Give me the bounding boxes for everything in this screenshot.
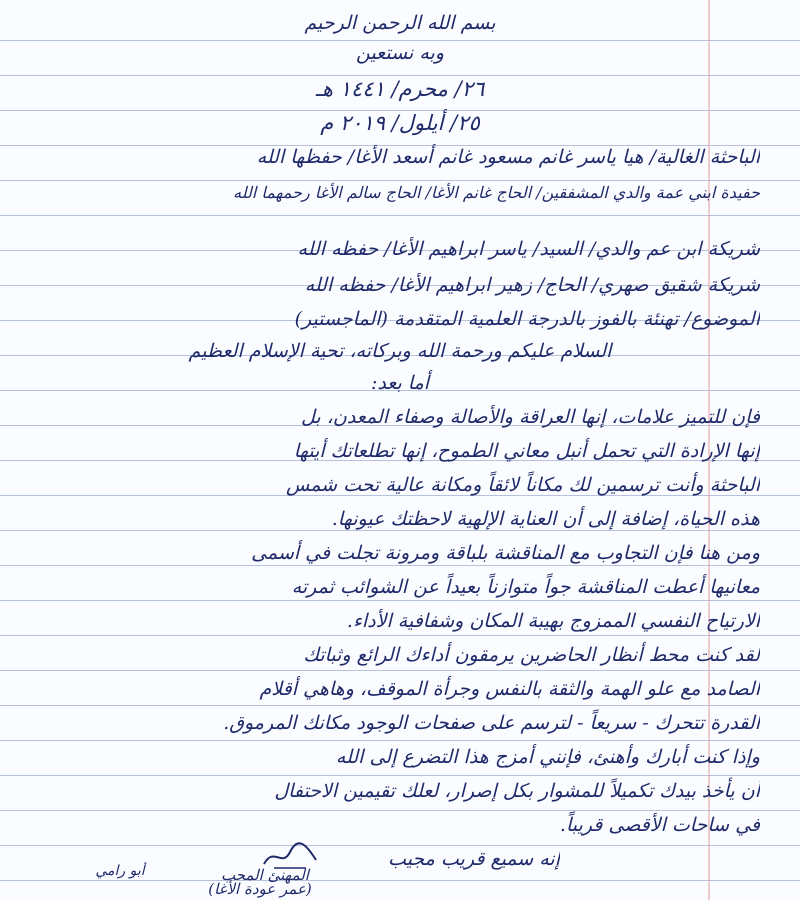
recipient-line-1: الباحثة الغالية/ هيا ياسر غانم مسعود غانم أسعد الأغا/ حفظها الله (256, 146, 760, 168)
body-line: فإن للتميز علامات، إنها العراقة والأصالة وصفاء المعدن، بل (301, 406, 760, 428)
opening-line: أما بعد: (370, 372, 430, 394)
closing-prayer: إنه سميع قريب مجيب (388, 848, 560, 870)
recipient-line-2: حفيدة ابني عمة والدي المشفقين/ الحاج غانم الأغا/ الحاج سالم الأغا رحمهما الله (233, 183, 760, 202)
body-line: أن يأخذ بيدك تكميلاً للمشوار بكل إصرار، لعلك تقيمين الاحتفال (274, 780, 760, 802)
invocation: وبه نستعين (355, 42, 445, 64)
greeting-line: السلام عليكم ورحمة الله وبركاته، تحية الإسلام العظيم (188, 340, 612, 362)
signature-mark (260, 838, 320, 872)
date-gregorian: ٢٥/ أيلول/ ٢٠١٩ م (320, 111, 480, 135)
body-line: القدرة تتحرك - سريعاً - لترسم على صفحات الوجود مكانك المرموق. (223, 712, 760, 734)
subject-line: الموضوع/ تهنئة بالفوز بالدرجة العلمية المتقدمة (الماجستير) (294, 308, 760, 330)
sender-kunya: أبو رامي (95, 863, 145, 879)
body-line: الباحثة وأنت ترسمين لك مكاناً لائقاً ومكانة عالية تحت شمس (285, 474, 760, 496)
partner-line-1: شريكة ابن عم والدي/ السيد/ ياسر ابراهيم الأغا/ حفظه الله (297, 238, 760, 260)
body-line: ومن هنا فإن التجاوب مع المناقشة بلباقة ومرونة تجلت في أسمى (251, 542, 760, 564)
body-line: في ساحات الأقصى قريباً. (559, 814, 760, 836)
body-line: إنها الإرادة التي تحمل أنبل معاني الطموح، إنها تطلعاتك أيتها (293, 440, 760, 462)
partner-line-2: شريكة شقيق صهري/ الحاج/ زهير ابراهيم الأغا/ حفظه الله (304, 274, 760, 296)
basmala: بسم الله الرحمن الرحيم (304, 12, 496, 34)
date-hijri: ٢٦/ محرم/ ١٤٤١ هـ (315, 77, 485, 101)
body-line: وإذا كنت أبارك وأهنئ، فإنني أمزج هذا التضرع إلى الله (335, 746, 760, 768)
body-line: لقد كنت محط أنظار الحاضرين يرمقون أداءك الرائع وثباتك (303, 644, 760, 666)
signoff: المهنئ المحب (221, 866, 309, 884)
body-line: هذه الحياة، إضافة إلى أن العناية الإلهية لاحظتك عيونها. (331, 508, 760, 530)
body-line: معانيها أعطت المناقشة جواً متوازناً بعيداً عن الشوائب ثمرته (291, 576, 760, 598)
body-line: الارتياح النفسي الممزوج بهيبة المكان وشفافية الأداء. (346, 610, 760, 632)
sender-name: (عمر عودة الأغا) (208, 880, 312, 898)
body-line: الصامد مع علو الهمة والثقة بالنفس وجرأة الموقف، وهاهي أقلام (259, 678, 760, 700)
